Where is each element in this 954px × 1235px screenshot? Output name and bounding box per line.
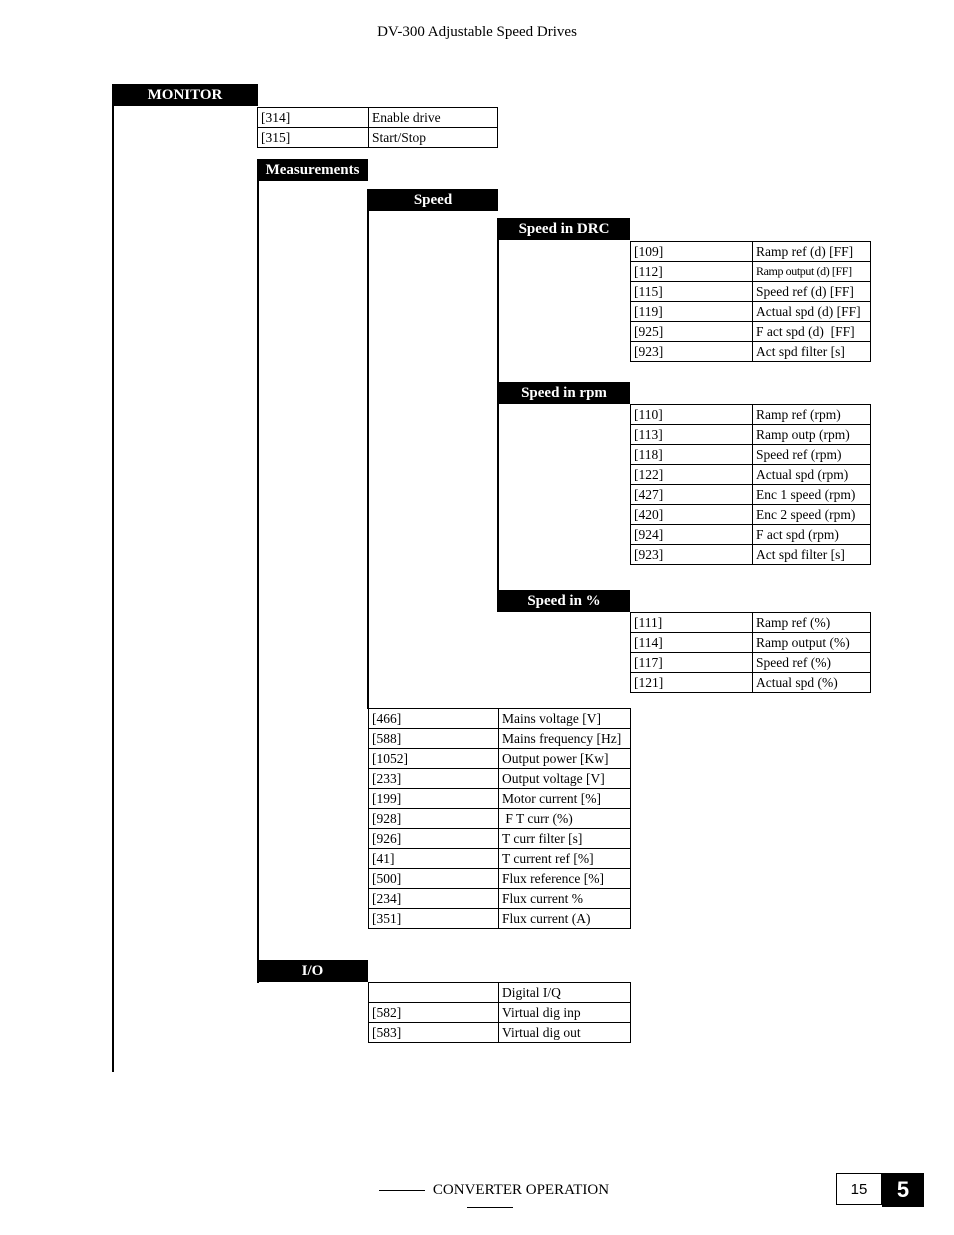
table-row [369, 709, 631, 729]
param-name: Ramp ref (rpm) [753, 405, 871, 425]
param-name: Actual spd (%) [753, 673, 871, 693]
table-row [258, 128, 498, 148]
page-number: 15 [836, 1173, 882, 1205]
param-name: Mains voltage [V] [499, 709, 631, 729]
table-row [369, 789, 631, 809]
table-row [631, 465, 871, 485]
table-row [631, 262, 871, 282]
table-row [631, 633, 871, 653]
footer-text: CONVERTER OPERATION [432, 1182, 610, 1198]
param-id: [118] [631, 445, 753, 465]
speed-drc-heading: Speed in DRC [498, 218, 630, 240]
param-id: [466] [369, 709, 499, 729]
table-row [631, 425, 871, 445]
param-id: [199] [369, 789, 499, 809]
table-row [369, 809, 631, 829]
param-id: [924] [631, 525, 753, 545]
param-name: Enable drive [369, 108, 498, 128]
table-row [631, 525, 871, 545]
param-name: F act spd (rpm) [753, 525, 871, 545]
speed-rpm-heading: Speed in rpm [498, 382, 630, 404]
page-footer [340, 1182, 640, 1216]
param-name: Ramp output (d) [FF] [753, 262, 871, 282]
param-id: [925] [631, 322, 753, 342]
footer-rule-right [467, 1207, 513, 1208]
param-name: Ramp ref (%) [753, 613, 871, 633]
param-id: [427] [631, 485, 753, 505]
param-name: Start/Stop [369, 128, 498, 148]
table-row [369, 909, 631, 929]
table-row [631, 505, 871, 525]
param-id: [109] [631, 242, 753, 262]
table-row [369, 869, 631, 889]
table-row [631, 242, 871, 262]
speed-rpm-table [630, 404, 871, 565]
page-header: DV-300 Adjustable Speed Drives [377, 24, 577, 40]
param-name: Output voltage [V] [499, 769, 631, 789]
param-name: Speed ref (d) [FF] [753, 282, 871, 302]
speed-drc-tree-line [497, 218, 499, 612]
param-name: F T curr (%) [499, 809, 631, 829]
param-id: [928] [369, 809, 499, 829]
speed-tree-line [367, 189, 369, 709]
param-id: [114] [631, 633, 753, 653]
table-row [369, 1003, 631, 1023]
monitor-heading: MONITOR [112, 84, 258, 106]
table-row [369, 983, 631, 1003]
param-name: Act spd filter [s] [753, 342, 871, 362]
param-name: Mains frequency [Hz] [499, 729, 631, 749]
table-row [631, 485, 871, 505]
param-id: [115] [631, 282, 753, 302]
param-id: [314] [258, 108, 369, 128]
param-name: Actual spd (d) [FF] [753, 302, 871, 322]
measurements-table [368, 708, 631, 929]
table-row [369, 749, 631, 769]
param-id: [121] [631, 673, 753, 693]
param-name: Ramp outp (rpm) [753, 425, 871, 445]
param-id: [500] [369, 869, 499, 889]
param-name: Virtual dig inp [499, 1003, 631, 1023]
table-row [369, 829, 631, 849]
table-row [631, 282, 871, 302]
param-name: Speed ref (rpm) [753, 445, 871, 465]
param-name: T current ref [%] [499, 849, 631, 869]
param-name: Flux reference [%] [499, 869, 631, 889]
param-name: Ramp output (%) [753, 633, 871, 653]
table-row [631, 445, 871, 465]
table-row [369, 889, 631, 909]
param-id: [122] [631, 465, 753, 485]
param-id: [112] [631, 262, 753, 282]
param-id: [1052] [369, 749, 499, 769]
param-id: [351] [369, 909, 499, 929]
table-row [631, 342, 871, 362]
table-row [369, 1023, 631, 1043]
param-id: [926] [369, 829, 499, 849]
param-name: Flux current (A) [499, 909, 631, 929]
table-row [631, 545, 871, 565]
param-name: Virtual dig out [499, 1023, 631, 1043]
speed-heading: Speed [368, 189, 498, 211]
param-id: [113] [631, 425, 753, 445]
param-id: [583] [369, 1023, 499, 1043]
param-name: Act spd filter [s] [753, 545, 871, 565]
speed-pct-heading: Speed in % [498, 590, 630, 612]
io-table [368, 982, 631, 1043]
table-row [369, 849, 631, 869]
param-id: [41] [369, 849, 499, 869]
param-name: Ramp ref (d) [FF] [753, 242, 871, 262]
param-id: [110] [631, 405, 753, 425]
param-name: T curr filter [s] [499, 829, 631, 849]
table-row [631, 673, 871, 693]
measurements-heading: Measurements [257, 159, 368, 181]
param-id: [420] [631, 505, 753, 525]
param-id: [315] [258, 128, 369, 148]
monitor-tree-line [112, 84, 114, 1072]
param-name: F act spd (d) [FF] [753, 322, 871, 342]
param-id: [234] [369, 889, 499, 909]
param-id: [111] [631, 613, 753, 633]
param-id: [119] [631, 302, 753, 322]
measurements-tree-line [257, 159, 259, 983]
param-id: [588] [369, 729, 499, 749]
table-row [258, 108, 498, 128]
param-name: Digital I/Q [499, 983, 631, 1003]
table-row [631, 405, 871, 425]
table-row [369, 729, 631, 749]
speed-drc-table [630, 241, 871, 362]
param-id [369, 983, 499, 1003]
io-heading: I/O [257, 960, 368, 982]
table-row [631, 613, 871, 633]
param-name: Flux current % [499, 889, 631, 909]
param-id: [923] [631, 342, 753, 362]
param-id: [233] [369, 769, 499, 789]
footer-rule-left [379, 1190, 425, 1191]
table-row [631, 653, 871, 673]
speed-pct-table [630, 612, 871, 693]
param-id: [117] [631, 653, 753, 673]
param-name: Enc 2 speed (rpm) [753, 505, 871, 525]
table-row [631, 302, 871, 322]
param-name: Speed ref (%) [753, 653, 871, 673]
param-name: Motor current [%] [499, 789, 631, 809]
monitor-table [257, 107, 498, 148]
table-row [369, 769, 631, 789]
param-id: [582] [369, 1003, 499, 1023]
param-name: Output power [Kw] [499, 749, 631, 769]
param-name: Enc 1 speed (rpm) [753, 485, 871, 505]
section-number: 5 [882, 1173, 924, 1207]
table-row [631, 322, 871, 342]
param-name: Actual spd (rpm) [753, 465, 871, 485]
param-id: [923] [631, 545, 753, 565]
